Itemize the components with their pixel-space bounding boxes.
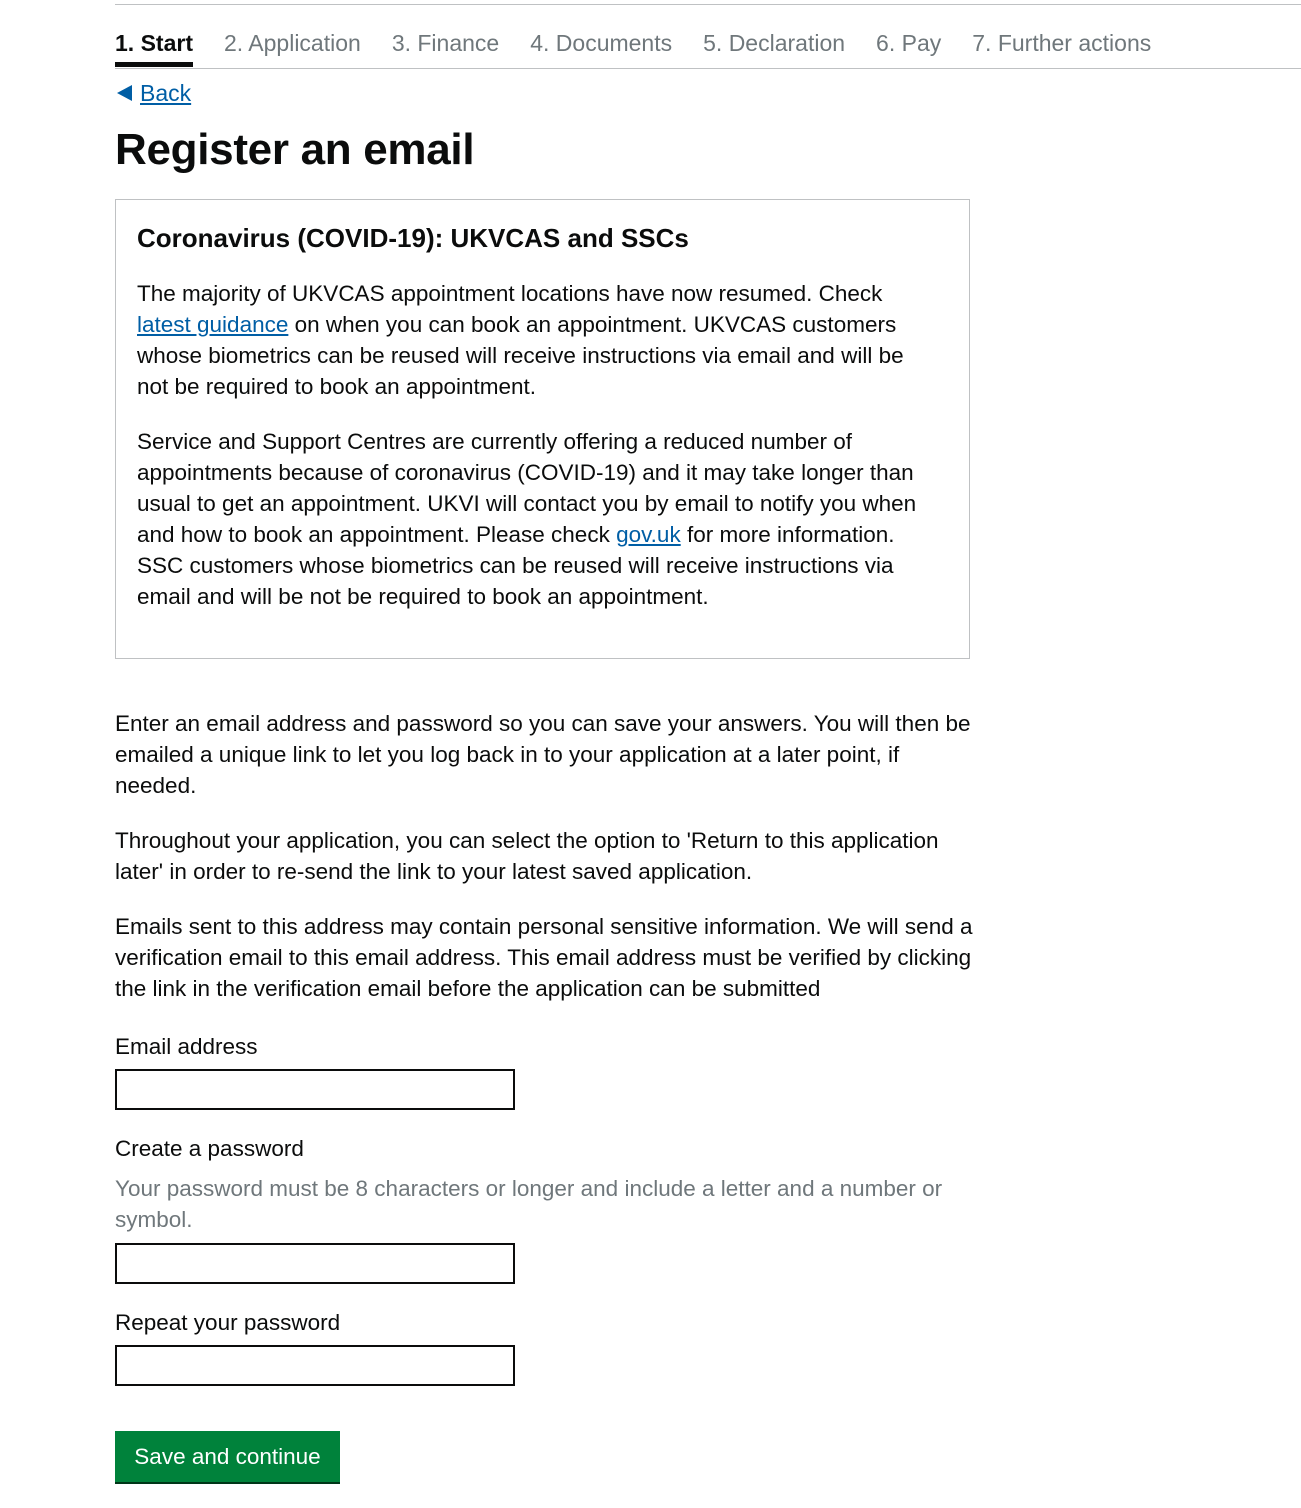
progress-steps [115,28,1301,69]
top-divider [115,4,1301,5]
step-further-actions[interactable]: 7. Further actions [972,30,1152,56]
gov-uk-link[interactable]: gov.uk [616,522,681,547]
back-link[interactable] [117,78,191,108]
step-finance[interactable]: 3. Finance [391,30,500,56]
password-input[interactable] [115,1243,515,1284]
intro-paragraph-save: Enter an email address and password so you can save your answers. You will then be emailed a unique link to let you log back in to your application at a later point, if needed. [115,711,971,798]
password-label: Create a password [115,1136,304,1161]
notice-p1-text-end: on when you can book an appointment. UKVCAS customers whose biometrics can be reused will receive instructions via email and will be not be required to book an appointment. [137,312,904,399]
notice-p1-text-start: The majority of UKVCAS appointment locations have now resumed. Check [137,281,883,306]
save-and-continue-button[interactable]: Save and continue [115,1431,340,1482]
step-declaration[interactable]: 5. Declaration [703,30,846,56]
intro-paragraph-return: Throughout your application, you can select the option to 'Return to this application later' in order to re-send the link to your latest saved application. [115,828,939,884]
repeat-password-input[interactable] [115,1345,515,1386]
back-arrow-icon [117,85,132,101]
back-link-label: Back [140,80,192,106]
step-documents[interactable]: 4. Documents [530,30,673,56]
email-input[interactable] [115,1069,515,1110]
notice-heading: Coronavirus (COVID-19): UKVCAS and SSCs [137,223,689,253]
password-hint: Your password must be 8 characters or longer and include a letter and a number or symbol. [115,1176,943,1232]
intro-paragraph-verification: Emails sent to this address may contain personal sensitive information. We will send a verification email to this email address. This email address must be verified by clicking the link in the verification email before the application can be submitted [115,914,973,1001]
intro-text [115,708,975,1028]
step-application[interactable]: 2. Application [223,30,361,56]
notice-paragraph-ukvcas [137,278,937,402]
notice-paragraph-ssc [137,426,937,612]
repeat-password-label: Repeat your password [115,1310,341,1335]
step-start[interactable]: 1. Start [115,28,193,67]
covid-notice-panel [115,199,970,659]
step-pay[interactable]: 6. Pay [876,30,942,56]
page-title: Register an email [115,125,475,174]
notice-p2-text-start: Service and Support Centres are currently offering a reduced number of appointments because of coronavirus (COVID-19) and it may take longer than usual to get an appointment. UKVI will contact you by email to notify you when and how to book an appointment. Please check [137,429,917,547]
email-label: Email address [115,1034,258,1059]
notice-p2-text-end: for more information. SSC customers whose biometrics can be reused will receive instructions via email and will be not be required to book an appointment. [137,522,895,609]
latest-guidance-link[interactable]: latest guidance [137,312,289,337]
